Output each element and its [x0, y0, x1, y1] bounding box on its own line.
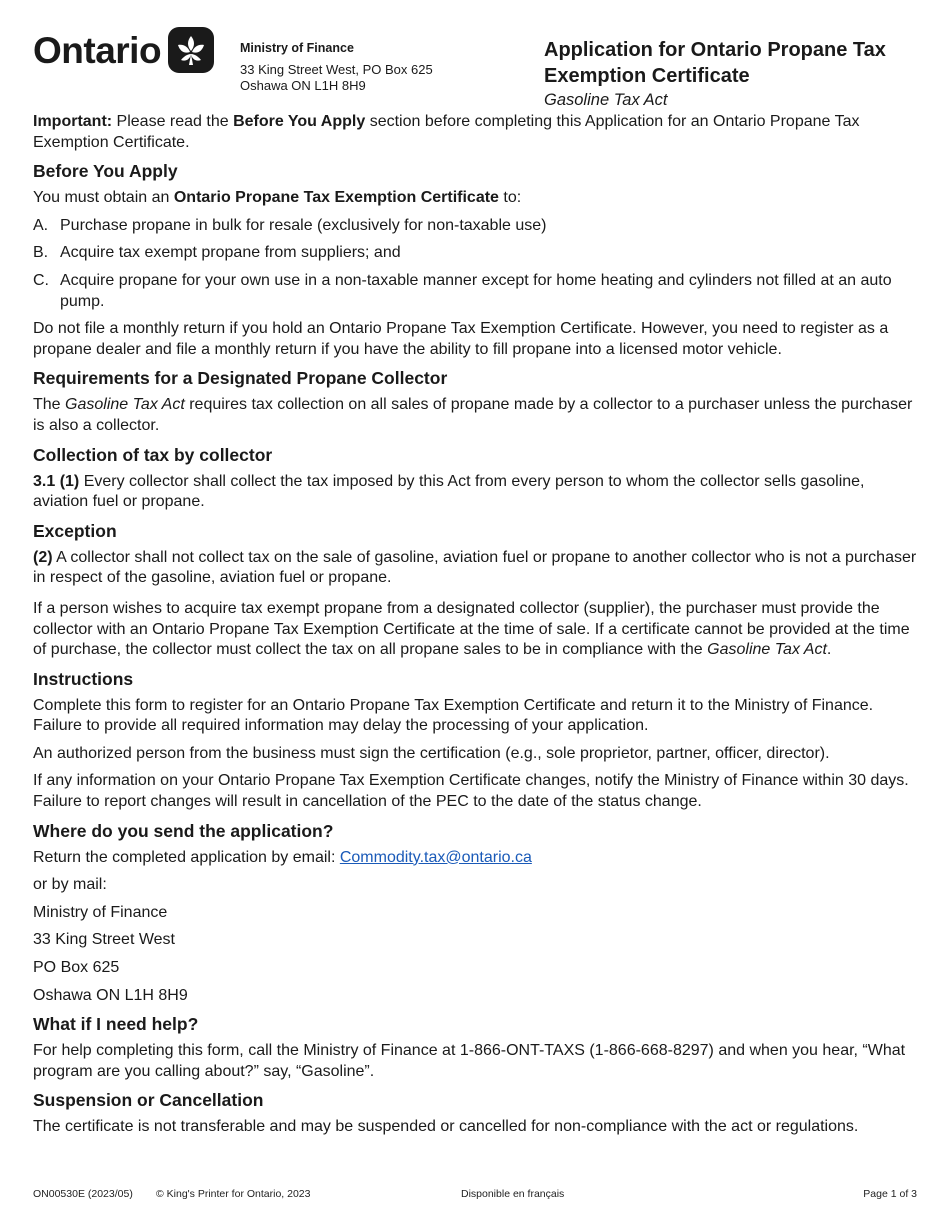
logo-wordmark: Ontario [33, 29, 162, 71]
instructions-paragraph-1: Complete this form to register for an Ontario Propane Tax Exemption Certificate and return it to the Ministry of Finance. Failure to provide all required information may delay the processing of your application. [33, 696, 874, 735]
heading-requirements: Requirements for a Designated Propane Collector [33, 368, 448, 389]
mail-line: Oshawa ON L1H 8H9 [33, 986, 188, 1004]
list-item [33, 216, 917, 237]
exception-section-ref: (2) [33, 548, 53, 566]
list-item [33, 271, 917, 312]
important-text-1: Please read the [112, 113, 234, 130]
exception-p2-text: If a person wishes to acquire tax exempt propane from a designated collector (supplier), the purchaser must provide the collector with an Ontario Propane Tax Exemption Certificate at the time of sale. If a certificate cannot be provided at the time of purchase, the collector must collect the tax on all propane sales to be in compliance with the [33, 599, 910, 659]
suspension-text: The certificate is not transferable and may be suspended or cancelled for non-compliance with the act or regulations. [33, 1118, 859, 1136]
heading-send: Where do you send the application? [33, 820, 334, 841]
collection-text [33, 472, 917, 513]
exception-p2-end: . [826, 641, 832, 659]
mail-line: 33 King Street West [33, 931, 175, 949]
heading-help: What if I need help? [33, 1014, 199, 1035]
trillium-icon [168, 27, 214, 73]
list-text: Purchase propane in bulk for resale (exclusively for non-taxable use) [60, 216, 547, 234]
document-page [33, 0, 917, 1145]
form-id: ON00530E (2023/05) [33, 1188, 133, 1200]
act-name: Gasoline Tax Act [544, 91, 668, 109]
before-you-apply-lead [33, 188, 917, 209]
ontario-logo [33, 27, 214, 73]
title-block [544, 37, 924, 110]
address-line-1: 33 King Street West, PO Box 625 [240, 62, 433, 77]
important-text-2: section before completing this Application for an Ontario Propane Tax Exemption Certificate. [33, 113, 860, 151]
requirements-text [33, 395, 917, 436]
lead-text-2: to: [498, 189, 522, 207]
instructions-paragraph-2: An authorized person from the business must sign the certification (e.g., sole proprietor, partner, officer, director). [33, 744, 830, 762]
req-text-2: requires tax collection on all sales of propane made by a collector to a purchaser unless the purchaser is also a collector. [33, 396, 913, 434]
collection-body: Every collector shall collect the tax imposed by this Act from every person to whom the collector sells gasoline, aviation fuel or propane. [33, 472, 865, 511]
mail-line: PO Box 625 [33, 959, 120, 977]
monthly-return-note: Do not file a monthly return if you hold an Ontario Propane Tax Exemption Certificate. However, you need to register as a propane dealer and file a monthly return if you have the ability to fill propane into a licensed motor vehicle. [33, 320, 889, 358]
important-label: Important: [33, 113, 113, 130]
copyright: © King's Printer for Ontario, 2023 [156, 1188, 311, 1200]
send-email-text: Return the completed application by email: [33, 848, 340, 866]
list-letter: B. [33, 244, 49, 262]
form-title: Application for Ontario Propane Tax Exemption Certificate [544, 39, 886, 87]
heading-exception: Exception [33, 520, 117, 541]
important-bold-ref: Before You Apply [233, 113, 366, 130]
french-availability: Disponible en français [461, 1188, 565, 1200]
mail-line: Ministry of Finance [33, 903, 168, 921]
document-body [33, 112, 917, 1138]
heading-before-you-apply: Before You Apply [33, 161, 178, 182]
send-or-mail: or by mail: [33, 876, 107, 894]
list-text: Acquire tax exempt propane from suppliers; and [60, 244, 401, 262]
list-text: Acquire propane for your own use in a non-taxable manner except for home heating and cylinders not filled at an auto pump. [60, 271, 892, 310]
exception-p2-italic: Gasoline Tax Act [707, 641, 827, 659]
send-email-line [33, 848, 917, 869]
list-item [33, 243, 917, 264]
ministry-address [240, 40, 433, 94]
heading-suspension: Suspension or Cancellation [33, 1090, 264, 1111]
exception-paragraph-2 [33, 599, 917, 661]
req-text-1: The [33, 396, 66, 414]
lead-text-1: You must obtain an [33, 189, 174, 207]
req-act-italic: Gasoline Tax Act [65, 396, 185, 414]
list-letter: A. [33, 216, 49, 234]
help-text: For help completing this form, call the Ministry of Finance at 1-866-ONT-TAXS (1-866-668-8297) and when you hear, “What program are you calling about?” say, “Gasoline”. [33, 1042, 906, 1080]
heading-collection: Collection of tax by collector [33, 444, 273, 465]
instructions-paragraph-3: If any information on your Ontario Propane Tax Exemption Certificate changes, notify the Ministry of Finance within 30 days. Failure to report changes will result in cancellation of the PEC to the date of the status change. [33, 772, 909, 811]
ministry-name: Ministry of Finance [240, 41, 354, 55]
page-number: Page 1 of 3 [863, 1188, 917, 1200]
exception-body: A collector shall not collect tax on the sale of gasoline, aviation fuel or propane to another collector who is not a purchaser in respect of the gasoline, aviation fuel or propane. [33, 548, 917, 587]
important-notice [33, 112, 917, 153]
collection-section-ref: 3.1 (1) [33, 472, 80, 490]
lead-bold: Ontario Propane Tax Exemption Certificate [173, 189, 499, 207]
page-header [33, 0, 917, 112]
exception-text [33, 548, 917, 589]
email-link[interactable]: Commodity.tax@ontario.ca [339, 848, 532, 866]
heading-instructions: Instructions [33, 668, 134, 689]
address-line-2: Oshawa ON L1H 8H9 [240, 78, 366, 93]
list-letter: C. [33, 271, 49, 289]
